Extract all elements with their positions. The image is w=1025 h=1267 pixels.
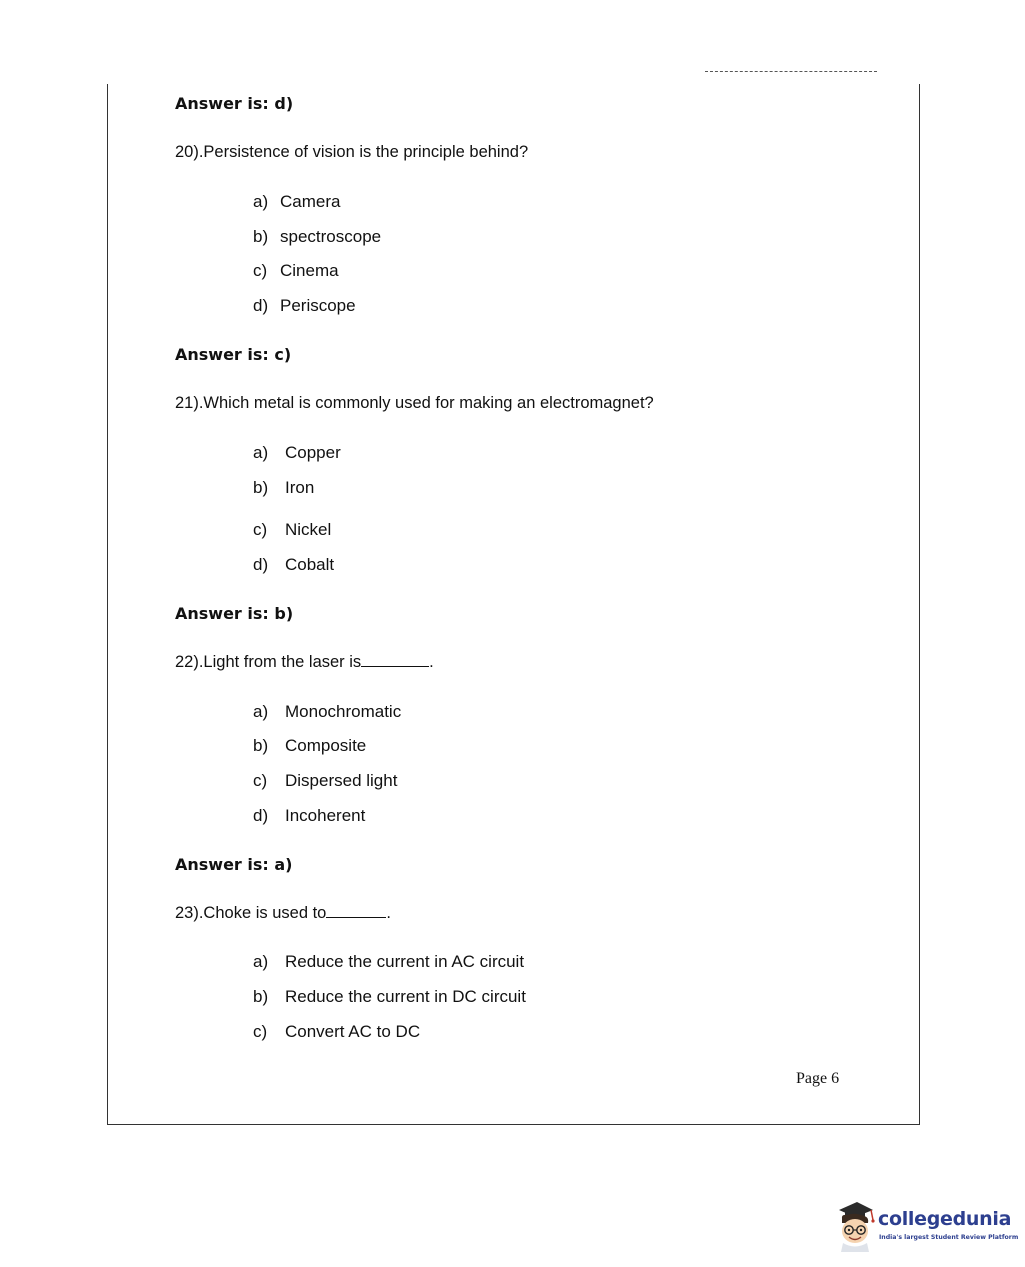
q20-option-b: b) spectroscope — [253, 227, 382, 246]
answer-q21: Answer is: b) — [175, 604, 294, 623]
answer-q22: Answer is: a) — [175, 855, 293, 874]
q22-option-b: b) Composite — [253, 736, 367, 755]
question-23: 23).Choke is used to . — [175, 904, 391, 922]
q23-option-c: c) Convert AC to DC — [253, 1022, 421, 1041]
q21-option-b: b) Iron — [253, 478, 315, 497]
q22-option-a: a) Monochromatic — [253, 702, 402, 721]
q23-option-a: a) Reduce the current in AC circuit — [253, 952, 525, 971]
q21-option-a: a) Copper — [253, 443, 341, 462]
q21-option-d: d) Cobalt — [253, 555, 335, 574]
q21-option-c: c) Nickel — [253, 520, 332, 539]
logo-wordmark: collegedunia — [878, 1208, 1012, 1230]
collegedunia-logo[interactable] — [833, 1200, 1019, 1252]
q22-option-d: d) Incoherent — [253, 806, 366, 825]
q20-option-c: c) Cinema — [253, 261, 339, 280]
q20-option-d: d) Periscope — [253, 296, 356, 315]
fill-in-blank — [361, 653, 429, 667]
q20-option-a: a) Camera — [253, 192, 341, 211]
header-dashed-line — [705, 71, 877, 72]
question-20: 20).Persistence of vision is the principle behind? — [175, 143, 529, 161]
student-mascot-icon — [833, 1200, 877, 1252]
answer-q19: Answer is: d) — [175, 94, 294, 113]
answer-q20: Answer is: c) — [175, 345, 292, 364]
page-number: Page 6 — [796, 1070, 840, 1087]
q23-option-b: b) Reduce the current in DC circuit — [253, 987, 526, 1006]
logo-tagline: India's largest Student Review Platform — [879, 1234, 1019, 1241]
q22-option-c: c) Dispersed light — [253, 771, 398, 790]
question-22: 22).Light from the laser is . — [175, 653, 434, 671]
question-21: 21).Which metal is commonly used for making an electromagnet? — [175, 394, 654, 412]
fill-in-blank — [326, 904, 386, 918]
